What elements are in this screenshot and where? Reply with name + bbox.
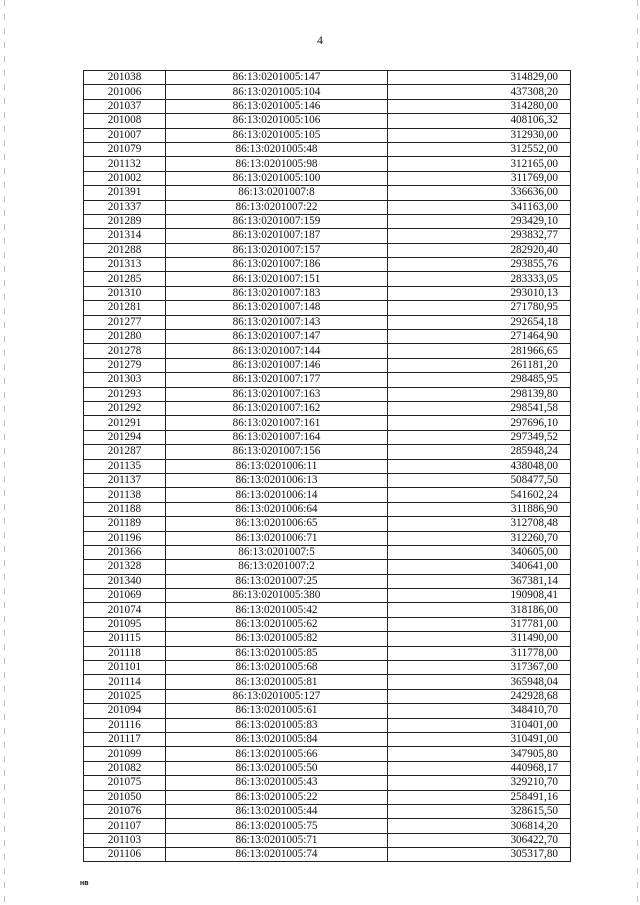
record-id-cell: 201094 — [84, 704, 166, 718]
value-cell: 271464,90 — [388, 330, 571, 344]
table-row — [84, 661, 571, 675]
page-number: 4 — [317, 33, 323, 47]
record-id-cell: 201118 — [84, 646, 166, 660]
value-cell: 293832,77 — [388, 229, 571, 243]
value-cell: 282920,40 — [388, 243, 571, 257]
value-cell: 293010,13 — [388, 286, 571, 300]
cadastral-number-cell: 86:13:0201005:50 — [166, 761, 388, 775]
cadastral-number-cell: 86:13:0201005:71 — [166, 833, 388, 847]
value-cell: 292654,18 — [388, 315, 571, 329]
value-cell: 340641,00 — [388, 560, 571, 574]
footer-mark: нв — [80, 880, 89, 887]
cadastral-number-cell: 86:13:0201005:127 — [166, 689, 388, 703]
cadastral-number-cell: 86:13:0201005:75 — [166, 819, 388, 833]
cadastral-number-cell: 86:13:0201005:43 — [166, 776, 388, 790]
value-cell: 311886,90 — [388, 502, 571, 516]
record-id-cell: 201189 — [84, 517, 166, 531]
table-row — [84, 646, 571, 660]
record-id-cell: 201103 — [84, 833, 166, 847]
record-id-cell: 201082 — [84, 761, 166, 775]
cadastral-number-cell: 86:13:0201007:25 — [166, 574, 388, 588]
record-id-cell: 201277 — [84, 315, 166, 329]
record-id-cell: 201076 — [84, 804, 166, 818]
value-cell: 283333,05 — [388, 272, 571, 286]
value-cell: 508477,50 — [388, 473, 571, 487]
record-id-cell: 201196 — [84, 531, 166, 545]
table-row — [84, 718, 571, 732]
record-id-cell: 201002 — [84, 171, 166, 185]
record-id-cell: 201278 — [84, 344, 166, 358]
cadastral-number-cell: 86:13:0201005:146 — [166, 99, 388, 113]
table-row — [84, 531, 571, 545]
cadastral-number-cell: 86:13:0201005:106 — [166, 114, 388, 128]
record-id-cell: 201287 — [84, 445, 166, 459]
value-cell: 365948,04 — [388, 675, 571, 689]
cadastral-number-cell: 86:13:0201007:148 — [166, 301, 388, 315]
cadastral-number-cell: 86:13:0201005:85 — [166, 646, 388, 660]
record-id-cell: 201132 — [84, 157, 166, 171]
cadastral-number-cell: 86:13:0201007:159 — [166, 214, 388, 228]
value-cell: 438048,00 — [388, 459, 571, 473]
record-id-cell: 201099 — [84, 747, 166, 761]
cadastral-number-cell: 86:13:0201005:22 — [166, 790, 388, 804]
record-id-cell: 201008 — [84, 114, 166, 128]
value-cell: 367381,14 — [388, 574, 571, 588]
table-row — [84, 286, 571, 300]
table-row — [84, 301, 571, 315]
table-row — [84, 99, 571, 113]
cadastral-number-cell: 86:13:0201007:143 — [166, 315, 388, 329]
record-id-cell: 201135 — [84, 459, 166, 473]
record-id-cell: 201291 — [84, 416, 166, 430]
value-cell: 298541,58 — [388, 401, 571, 415]
record-id-cell: 201281 — [84, 301, 166, 315]
cadastral-number-cell: 86:13:0201005:105 — [166, 128, 388, 142]
cadastral-number-cell: 86:13:0201007:186 — [166, 258, 388, 272]
value-cell: 310401,00 — [388, 718, 571, 732]
value-cell: 242928,68 — [388, 689, 571, 703]
value-cell: 312708,48 — [388, 517, 571, 531]
table-row — [84, 632, 571, 646]
table-row — [84, 430, 571, 444]
table-row — [84, 330, 571, 344]
table-row — [84, 200, 571, 214]
value-cell: 317781,00 — [388, 617, 571, 631]
table-row — [84, 545, 571, 559]
value-cell: 306814,20 — [388, 819, 571, 833]
record-id-cell: 201391 — [84, 186, 166, 200]
table-row — [84, 401, 571, 415]
cadastral-number-cell: 86:13:0201006:11 — [166, 459, 388, 473]
cadastral-number-cell: 86:13:0201005:68 — [166, 661, 388, 675]
record-id-cell: 201106 — [84, 848, 166, 862]
record-id-cell: 201340 — [84, 574, 166, 588]
cadastral-number-cell: 86:13:0201005:100 — [166, 171, 388, 185]
record-id-cell: 201107 — [84, 819, 166, 833]
table-row — [84, 387, 571, 401]
record-id-cell: 201069 — [84, 589, 166, 603]
table-row — [84, 790, 571, 804]
value-cell: 312552,00 — [388, 142, 571, 156]
cadastral-number-cell: 86:13:0201007:146 — [166, 358, 388, 372]
cadastral-number-cell: 86:13:0201007:2 — [166, 560, 388, 574]
table-row — [84, 848, 571, 862]
cadastral-number-cell: 86:13:0201007:161 — [166, 416, 388, 430]
record-id-cell: 201285 — [84, 272, 166, 286]
cadastral-number-cell: 86:13:0201006:64 — [166, 502, 388, 516]
record-id-cell: 201038 — [84, 71, 166, 85]
value-cell: 541602,24 — [388, 488, 571, 502]
table-row — [84, 71, 571, 85]
record-id-cell: 201138 — [84, 488, 166, 502]
value-cell: 311769,00 — [388, 171, 571, 185]
table-row — [84, 243, 571, 257]
record-id-cell: 201101 — [84, 661, 166, 675]
table-row — [84, 732, 571, 746]
record-id-cell: 201050 — [84, 790, 166, 804]
value-cell: 293429,10 — [388, 214, 571, 228]
table-row — [84, 128, 571, 142]
value-cell: 317367,00 — [388, 661, 571, 675]
cadastral-number-cell: 86:13:0201005:380 — [166, 589, 388, 603]
cadastral-number-cell: 86:13:0201005:62 — [166, 617, 388, 631]
records-table-body — [84, 71, 571, 862]
table-row — [84, 517, 571, 531]
value-cell: 261181,20 — [388, 358, 571, 372]
table-row — [84, 114, 571, 128]
record-id-cell: 201366 — [84, 545, 166, 559]
value-cell: 298485,95 — [388, 373, 571, 387]
cadastral-number-cell: 86:13:0201005:104 — [166, 85, 388, 99]
record-id-cell: 201337 — [84, 200, 166, 214]
value-cell: 285948,24 — [388, 445, 571, 459]
table-row — [84, 804, 571, 818]
cadastral-number-cell: 86:13:0201007:157 — [166, 243, 388, 257]
table-row — [84, 157, 571, 171]
value-cell: 293855,76 — [388, 258, 571, 272]
cadastral-number-cell: 86:13:0201006:13 — [166, 473, 388, 487]
record-id-cell: 201137 — [84, 473, 166, 487]
record-id-cell: 201289 — [84, 214, 166, 228]
record-id-cell: 201280 — [84, 330, 166, 344]
table-row — [84, 214, 571, 228]
table-row — [84, 85, 571, 99]
table-row — [84, 445, 571, 459]
record-id-cell: 201114 — [84, 675, 166, 689]
cadastral-number-cell: 86:13:0201005:82 — [166, 632, 388, 646]
table-row — [84, 358, 571, 372]
value-cell: 348410,70 — [388, 704, 571, 718]
table-row — [84, 473, 571, 487]
record-id-cell: 201328 — [84, 560, 166, 574]
value-cell: 440968,17 — [388, 761, 571, 775]
record-id-cell: 201007 — [84, 128, 166, 142]
value-cell: 312165,00 — [388, 157, 571, 171]
record-id-cell: 201095 — [84, 617, 166, 631]
value-cell: 336636,00 — [388, 186, 571, 200]
scan-edge-right — [637, 0, 638, 905]
record-id-cell: 201303 — [84, 373, 166, 387]
cadastral-number-cell: 86:13:0201007:5 — [166, 545, 388, 559]
value-cell: 437308,20 — [388, 85, 571, 99]
table-row — [84, 747, 571, 761]
cadastral-number-cell: 86:13:0201005:66 — [166, 747, 388, 761]
value-cell: 318186,00 — [388, 603, 571, 617]
record-id-cell: 201188 — [84, 502, 166, 516]
cadastral-number-cell: 86:13:0201007:183 — [166, 286, 388, 300]
table-row — [84, 574, 571, 588]
table-row — [84, 142, 571, 156]
table-row — [84, 373, 571, 387]
value-cell: 311490,00 — [388, 632, 571, 646]
cadastral-number-cell: 86:13:0201007:151 — [166, 272, 388, 286]
cadastral-number-cell: 86:13:0201005:61 — [166, 704, 388, 718]
value-cell: 271780,95 — [388, 301, 571, 315]
table-row — [84, 171, 571, 185]
record-id-cell: 201079 — [84, 142, 166, 156]
cadastral-number-cell: 86:13:0201005:147 — [166, 71, 388, 85]
value-cell: 341163,00 — [388, 200, 571, 214]
cadastral-number-cell: 86:13:0201007:177 — [166, 373, 388, 387]
table-row — [84, 502, 571, 516]
cadastral-number-cell: 86:13:0201007:144 — [166, 344, 388, 358]
table-row — [84, 344, 571, 358]
table-row — [84, 229, 571, 243]
value-cell: 305317,80 — [388, 848, 571, 862]
value-cell: 312260,70 — [388, 531, 571, 545]
cadastral-number-cell: 86:13:0201007:187 — [166, 229, 388, 243]
table-row — [84, 704, 571, 718]
record-id-cell: 201293 — [84, 387, 166, 401]
value-cell: 298139,80 — [388, 387, 571, 401]
table-row — [84, 488, 571, 502]
cadastral-number-cell: 86:13:0201007:156 — [166, 445, 388, 459]
cadastral-number-cell: 86:13:0201005:81 — [166, 675, 388, 689]
record-id-cell: 201116 — [84, 718, 166, 732]
table-row — [84, 589, 571, 603]
table-row — [84, 459, 571, 473]
records-table — [83, 70, 571, 862]
cadastral-number-cell: 86:13:0201007:22 — [166, 200, 388, 214]
record-id-cell: 201313 — [84, 258, 166, 272]
table-row — [84, 617, 571, 631]
record-id-cell: 201279 — [84, 358, 166, 372]
cadastral-number-cell: 86:13:0201005:74 — [166, 848, 388, 862]
value-cell: 328615,50 — [388, 804, 571, 818]
cadastral-number-cell: 86:13:0201005:84 — [166, 732, 388, 746]
record-id-cell: 201006 — [84, 85, 166, 99]
table-row — [84, 416, 571, 430]
record-id-cell: 201288 — [84, 243, 166, 257]
record-id-cell: 201294 — [84, 430, 166, 444]
record-id-cell: 201314 — [84, 229, 166, 243]
cadastral-number-cell: 86:13:0201006:71 — [166, 531, 388, 545]
record-id-cell: 201037 — [84, 99, 166, 113]
table-row — [84, 186, 571, 200]
value-cell: 311778,00 — [388, 646, 571, 660]
value-cell: 190908,41 — [388, 589, 571, 603]
table-row — [84, 761, 571, 775]
cadastral-number-cell: 86:13:0201007:163 — [166, 387, 388, 401]
value-cell: 310491,00 — [388, 732, 571, 746]
value-cell: 281966,65 — [388, 344, 571, 358]
cadastral-number-cell: 86:13:0201005:83 — [166, 718, 388, 732]
table-row — [84, 675, 571, 689]
record-id-cell: 201115 — [84, 632, 166, 646]
value-cell: 314829,00 — [388, 71, 571, 85]
table-row — [84, 819, 571, 833]
cadastral-number-cell: 86:13:0201007:162 — [166, 401, 388, 415]
value-cell: 312930,00 — [388, 128, 571, 142]
table-row — [84, 833, 571, 847]
cadastral-number-cell: 86:13:0201007:147 — [166, 330, 388, 344]
value-cell: 347905,80 — [388, 747, 571, 761]
cadastral-number-cell: 86:13:0201005:98 — [166, 157, 388, 171]
table-row — [84, 315, 571, 329]
scan-edge-left — [4, 0, 5, 905]
table-row — [84, 272, 571, 286]
cadastral-number-cell: 86:13:0201005:48 — [166, 142, 388, 156]
value-cell: 297696,10 — [388, 416, 571, 430]
record-id-cell: 201025 — [84, 689, 166, 703]
record-id-cell: 201075 — [84, 776, 166, 790]
record-id-cell: 201117 — [84, 732, 166, 746]
cadastral-number-cell: 86:13:0201005:44 — [166, 804, 388, 818]
record-id-cell: 201292 — [84, 401, 166, 415]
value-cell: 306422,70 — [388, 833, 571, 847]
cadastral-number-cell: 86:13:0201007:8 — [166, 186, 388, 200]
cadastral-number-cell: 86:13:0201006:65 — [166, 517, 388, 531]
value-cell: 408106,32 — [388, 114, 571, 128]
value-cell: 329210,70 — [388, 776, 571, 790]
cadastral-number-cell: 86:13:0201007:164 — [166, 430, 388, 444]
table-row — [84, 258, 571, 272]
record-id-cell: 201074 — [84, 603, 166, 617]
value-cell: 340605,00 — [388, 545, 571, 559]
value-cell: 258491,16 — [388, 790, 571, 804]
cadastral-number-cell: 86:13:0201005:42 — [166, 603, 388, 617]
record-id-cell: 201310 — [84, 286, 166, 300]
table-row — [84, 689, 571, 703]
table-row — [84, 560, 571, 574]
value-cell: 297349,52 — [388, 430, 571, 444]
cadastral-number-cell: 86:13:0201006:14 — [166, 488, 388, 502]
value-cell: 314280,00 — [388, 99, 571, 113]
table-row — [84, 603, 571, 617]
table-row — [84, 776, 571, 790]
